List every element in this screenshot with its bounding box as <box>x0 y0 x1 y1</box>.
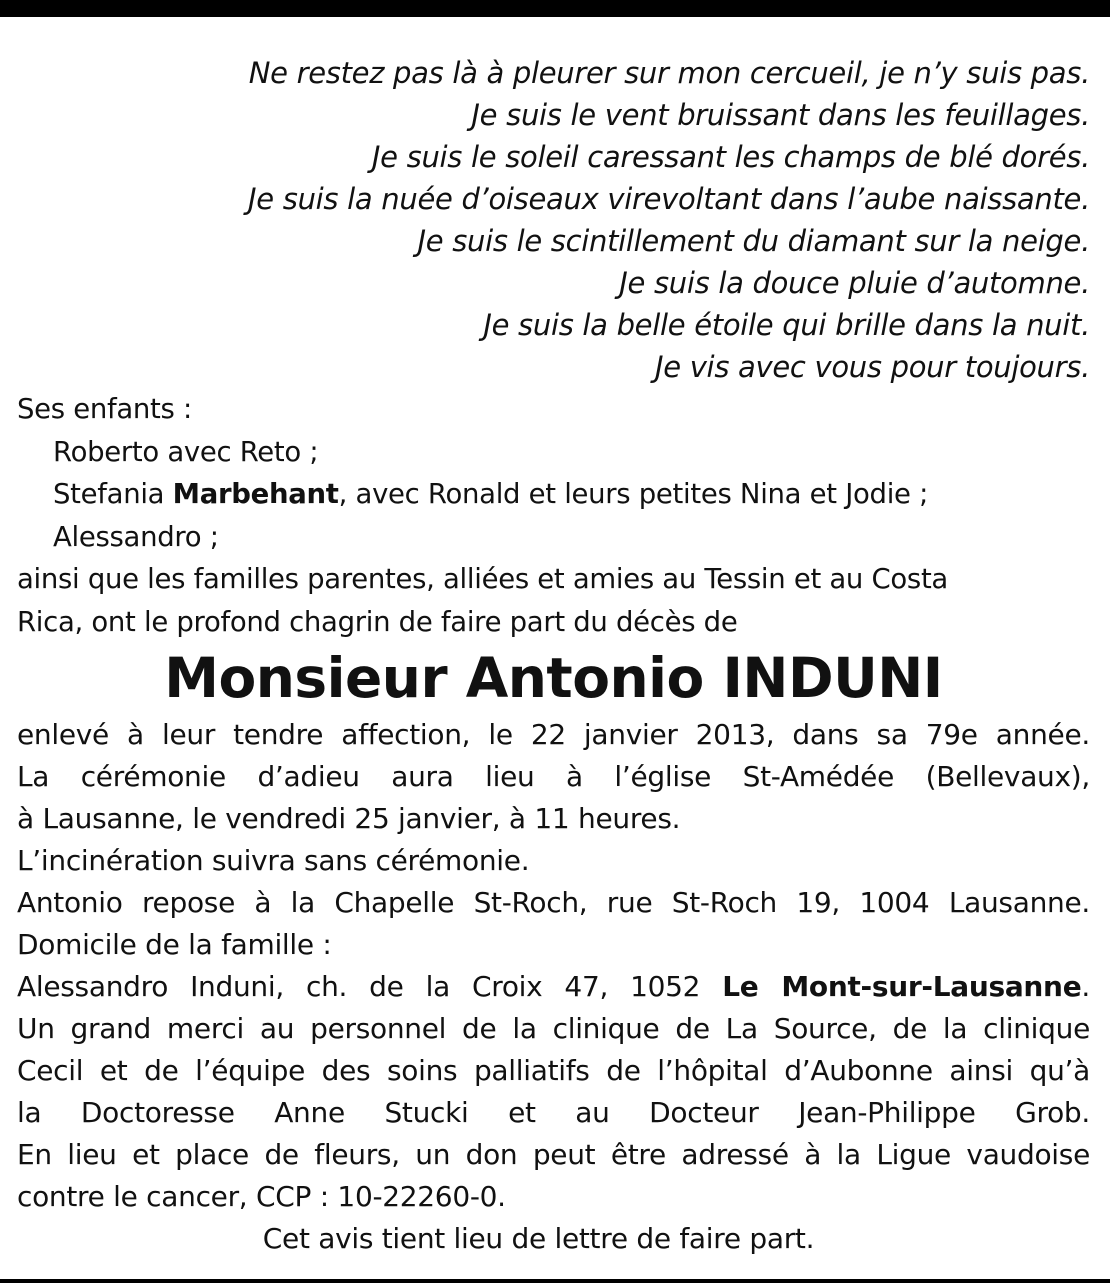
child-surname: Marbehant <box>172 478 339 510</box>
poem-line: Je suis le soleil caressant les champs de blé dorés. <box>371 140 1090 174</box>
poem-line: Je suis la douce pluie d’automne. <box>619 266 1090 300</box>
bottom-border-rule <box>0 1279 1110 1283</box>
deceased-name: Monsieur Antonio INDUNI <box>164 646 943 710</box>
poem <box>17 52 1090 388</box>
child-entry: Roberto avec Reto ; <box>53 435 319 468</box>
address-line <box>17 966 1090 1008</box>
details-line: Antonio repose à la Chapelle St-Roch, rue St-Roch 19, 1004 Lausanne. <box>17 886 1090 919</box>
donation-line: En lieu et place de fleurs, un don peut être adressé à la Ligue vaudoise <box>17 1138 1090 1171</box>
child-entry: Alessandro ; <box>53 520 219 553</box>
family-section <box>17 388 1090 643</box>
child-rest: , avec Ronald et leurs petites Nina et Jodie ; <box>338 478 929 510</box>
donation-line: contre le cancer, CCP : 10-22260-0. <box>17 1180 506 1213</box>
thanks-line: la Doctoresse Anne Stucki et au Docteur Jean-Philippe Grob. <box>17 1096 1090 1129</box>
obituary-notice <box>17 52 1090 1260</box>
poem-line: Ne restez pas là à pleurer sur mon cercueil, je n’y suis pas. <box>248 56 1090 90</box>
poem-line: Je suis le scintillement du diamant sur la neige. <box>417 224 1090 258</box>
details-line: à Lausanne, le vendredi 25 janvier, à 11 heures. <box>17 802 681 835</box>
relatives-line: ainsi que les familles parentes, alliées et amies au Tessin et au Costa <box>17 563 948 595</box>
address-locality: Le Mont-sur-Lausanne <box>722 970 1082 1003</box>
poem-line: Je suis le vent bruissant dans les feuillages. <box>471 98 1090 132</box>
family-intro: Ses enfants : <box>17 393 192 425</box>
poem-line: Je suis la nuée d’oiseaux virevoltant dans l’aube naissante. <box>248 182 1090 216</box>
thanks-line: Un grand merci au personnel de la clinique de La Source, de la clinique <box>17 1012 1090 1045</box>
relatives-line: Rica, ont le profond chagrin de faire part du décès de <box>17 605 738 638</box>
details-line: La cérémonie d’adieu aura lieu à l’église St-Amédée (Bellevaux), <box>17 760 1090 793</box>
details-line: L’incinération suivra sans cérémonie. <box>17 844 530 877</box>
address-text: Alessandro Induni, ch. de la Croix 47, 1052 <box>17 970 723 1003</box>
details-line: Domicile de la famille : <box>17 928 332 961</box>
details-section <box>17 714 1090 1260</box>
poem-line: Je vis avec vous pour toujours. <box>654 350 1090 384</box>
address-period: . <box>1081 970 1090 1003</box>
details-line: enlevé à leur tendre affection, le 22 janvier 2013, dans sa 79e année. <box>17 718 1090 751</box>
thanks-line: Cecil et de l’équipe des soins palliatifs de l’hôpital d’Aubonne ainsi qu’à <box>17 1054 1090 1087</box>
child-entry <box>17 473 1090 516</box>
top-border-rule <box>0 0 1110 17</box>
child-first-name: Stefania <box>53 478 173 510</box>
closing-line: Cet avis tient lieu de lettre de faire part. <box>262 1222 815 1255</box>
poem-line: Je suis la belle étoile qui brille dans la nuit. <box>483 308 1090 342</box>
